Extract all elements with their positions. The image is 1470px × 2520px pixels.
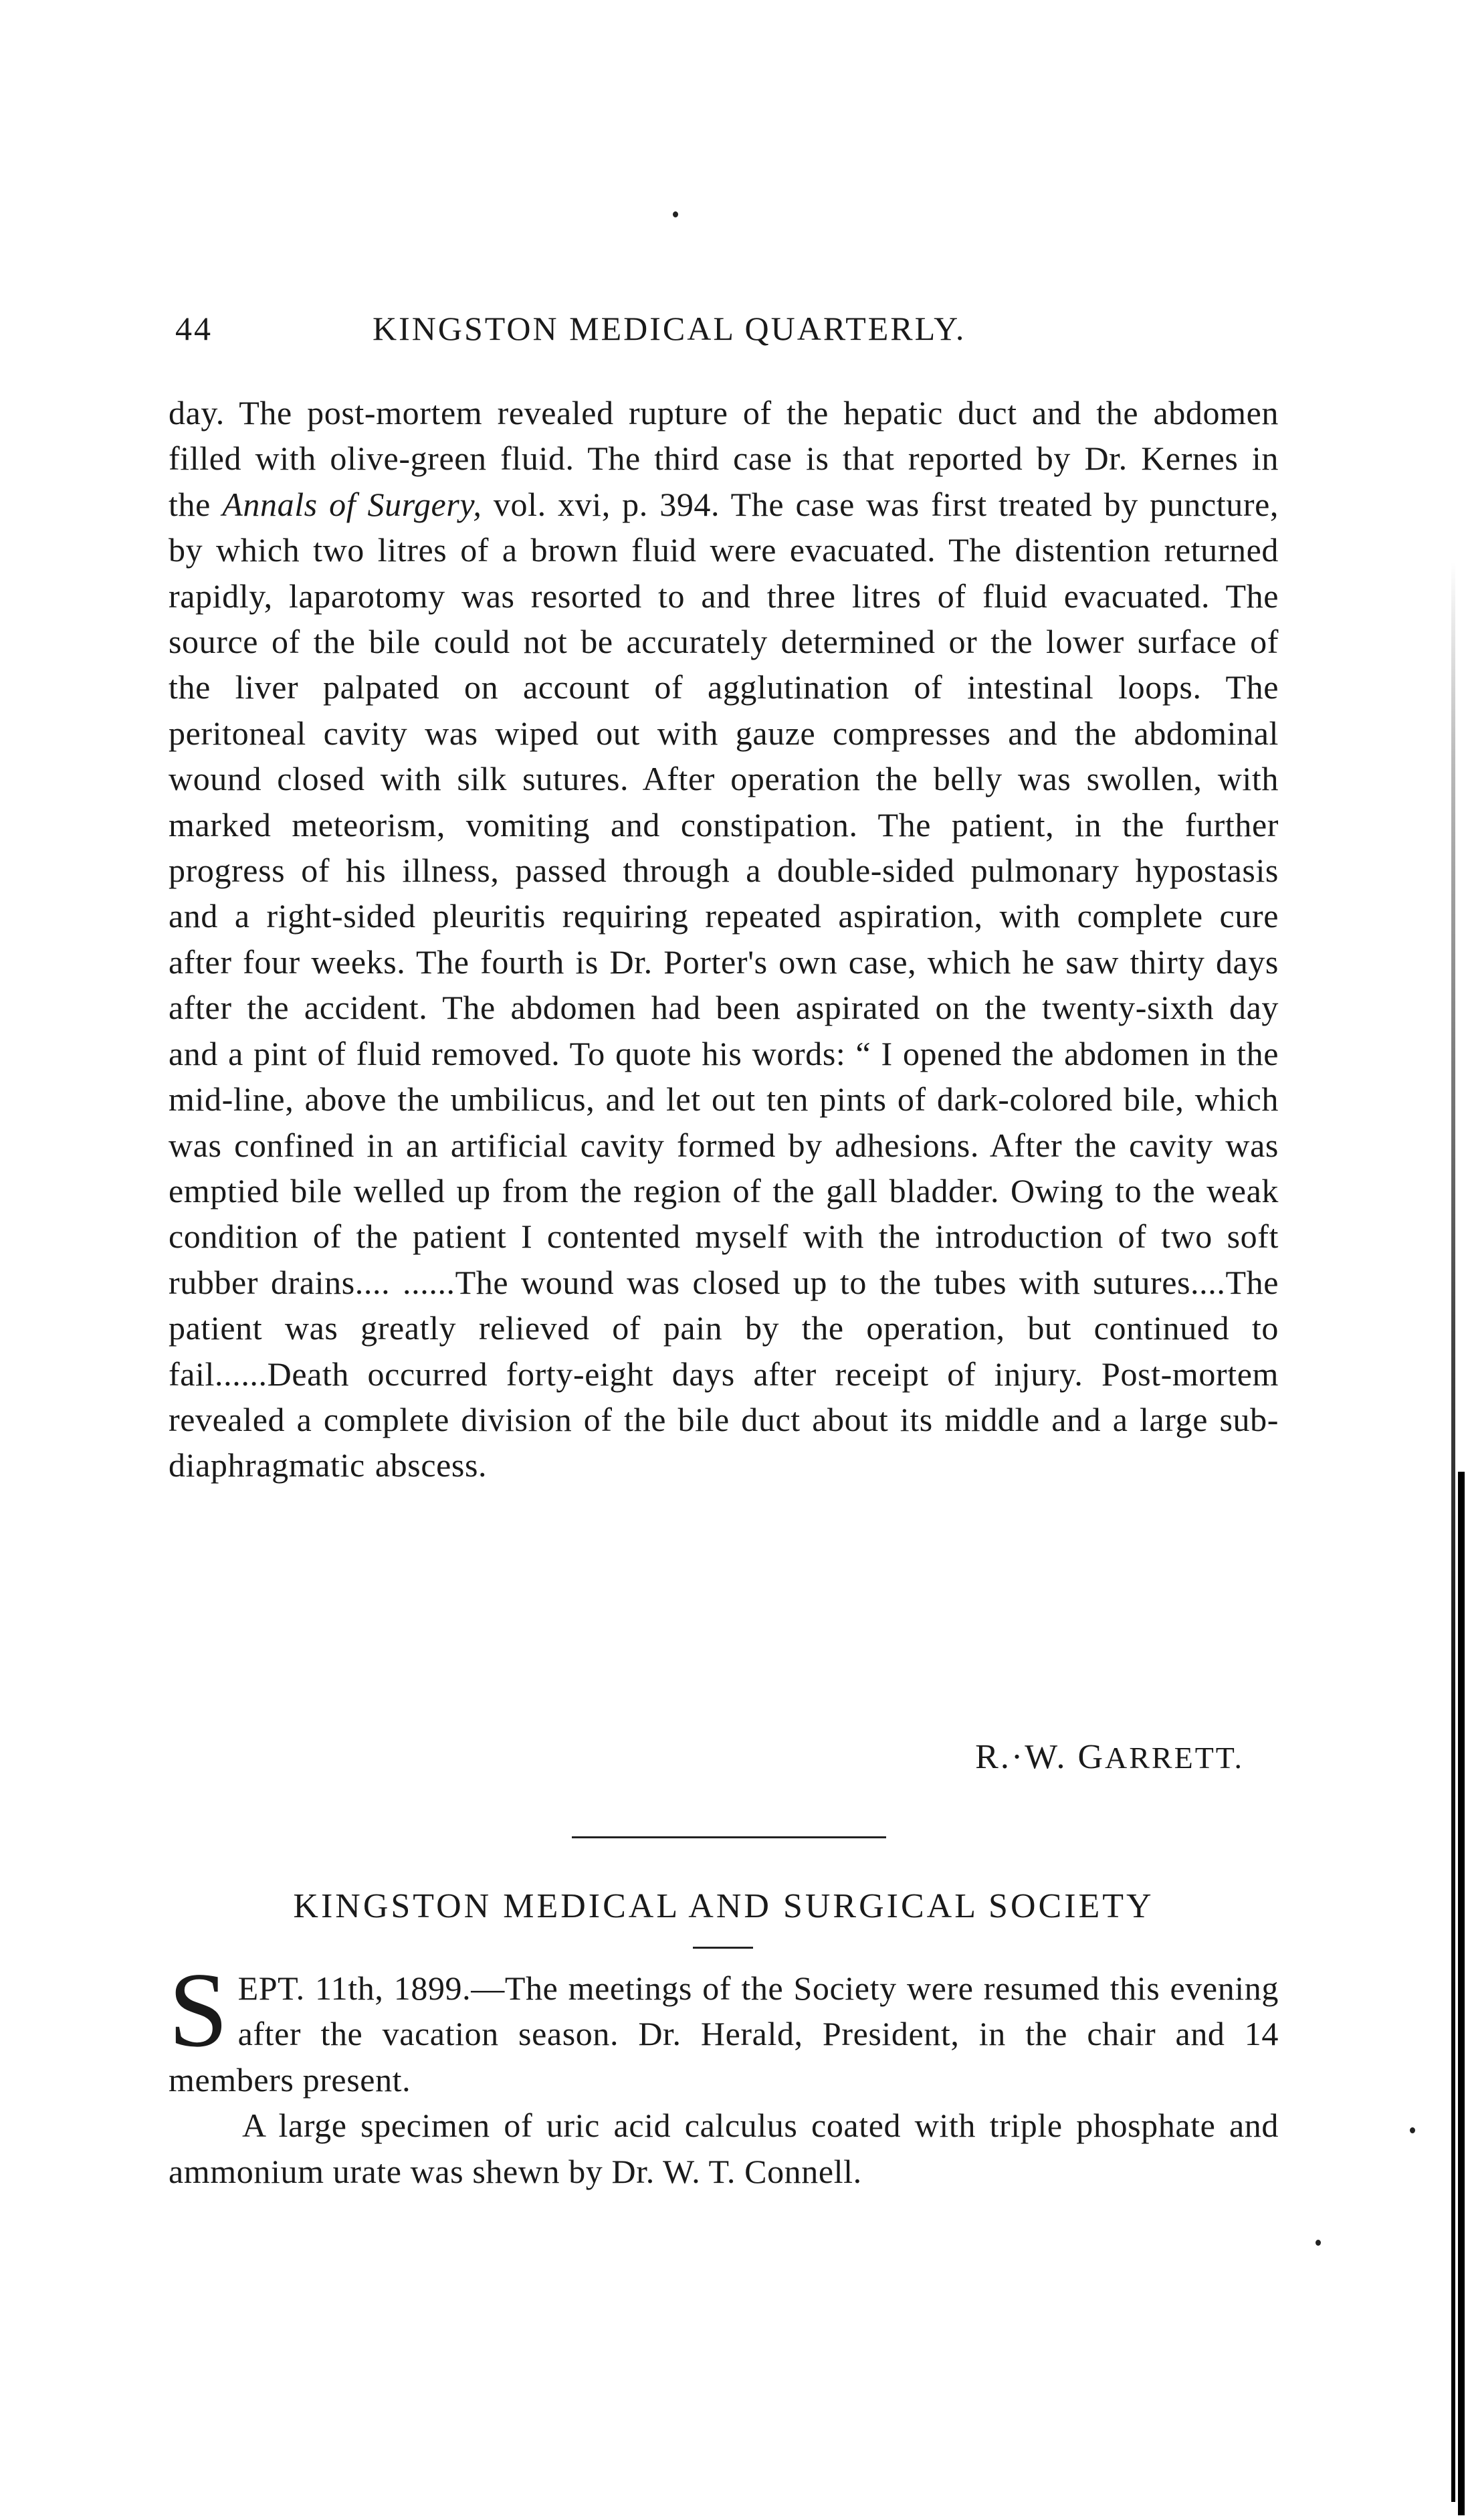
- minutes-paragraph-1: [169, 1950, 1279, 2103]
- speck: [1316, 2240, 1321, 2246]
- signature-initials: R.·W. G: [975, 1738, 1106, 1776]
- page-number: 44: [175, 310, 213, 347]
- journal-reference: Annals of Surgery,: [222, 485, 482, 523]
- article-body: [169, 390, 1279, 1488]
- society-minutes: [169, 1950, 1279, 2194]
- scan-edge: [1458, 1472, 1465, 2515]
- speck: [673, 211, 678, 217]
- journal-title: KINGSTON MEDICAL QUARTERLY.: [373, 310, 966, 347]
- minutes-paragraph-2: A large specimen of uric acid calculus coated with triple phosphate and ammonium urate was shewn by Dr. W. T. Connell.: [169, 2107, 1279, 2190]
- running-head: [175, 309, 1279, 363]
- signature-surname: ARRETT.: [1105, 1741, 1244, 1775]
- heading-rule: [693, 1947, 753, 1949]
- section-divider: [572, 1836, 886, 1838]
- minutes-text-1: EPT. 11th, 1899.—The meetings of the Society were resumed this evening after the vacation season. Dr. Herald, President, in the chair and 14 members present.: [169, 1969, 1279, 2099]
- article-text-part2: vol. xvi, p. 394. The case was first treated by puncture, by which two litres of a brown fluid were evacuated. The distention returned rapidly, laparotomy was resorted to and three litres of fluid evacuated. The source of the bile could not be accurately determined or the lower surface of the liver palpated on account of agglutination of intestinal loops. The peritoneal cavity was wiped out with gauze compresses and the abdominal wound closed with silk sutures. After operation the belly was swollen, with marked meteorism, vomiting and constipation. The patient, in the further progress of his illness, passed through a double-sided pulmonary hypostasis and a right-sided pleuritis requiring repeated aspiration, with complete cure after four weeks. The fourth is Dr. Porter's own case, which he saw thirty days after the accident. The abdomen had been aspirated on the twenty-sixth day and a pint of fluid removed. To quote his words: “ I opened the abdomen in the mid-line, above the umbilicus, and let out ten pints of dark-colored bile, which was confined in an artificial cavity formed by adhesions. After the cavity was emptied bile welled up from the region of the gall bladder. Owing to the weak condition of the patient I contented myself with the introduction of two soft rubber drains.... ......The wound was closed up to the tubes with sutures....The patient was greatly relieved of pain by the operation, but continued to fail......Death occurred forty-eight days after receipt of injury. Post-mortem revealed a complete division of the bile duct about its middle and a large sub-diaphragmatic abscess.: [169, 485, 1279, 1484]
- author-signature: [869, 1737, 1244, 1777]
- drop-cap: S: [169, 1950, 229, 2069]
- section-heading: KINGSTON MEDICAL AND SURGICAL SOCIETY: [293, 1887, 1154, 1925]
- article-paragraph: [169, 390, 1279, 1488]
- scan-edge: [1451, 562, 1455, 2502]
- speck: [1410, 2127, 1415, 2133]
- article-text-part1: day. The post-mortem revealed rupture of the hepatic duct and the abdomen filled with olive-green fluid. The third case is that reported by Dr. Kernes in the: [169, 394, 1279, 523]
